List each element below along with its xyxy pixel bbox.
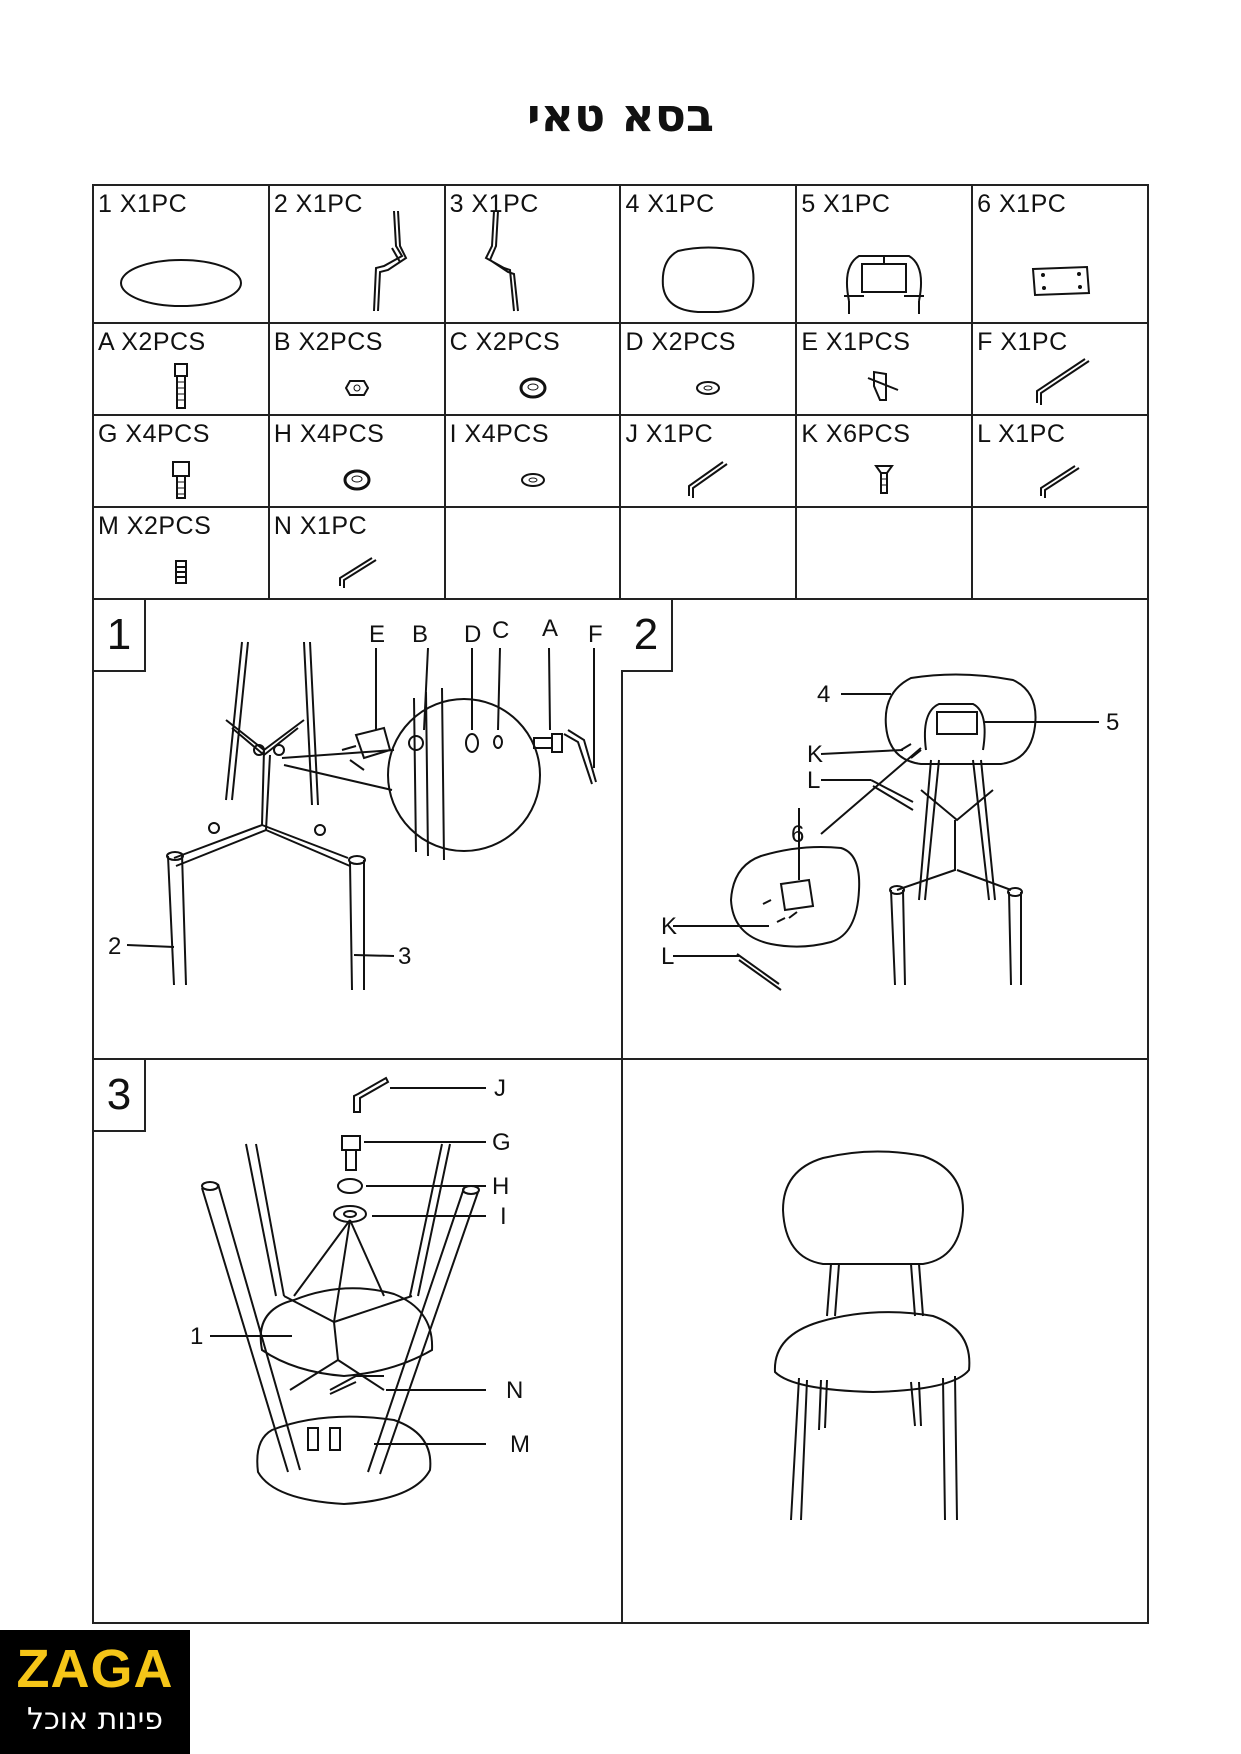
parts-row <box>92 416 1149 508</box>
part-label: D X2PCS <box>625 328 736 356</box>
part-label: 6 X1PC <box>977 190 1067 218</box>
callout-3: 3 <box>398 943 412 970</box>
part-label: C X2PCS <box>449 328 561 356</box>
parts-row <box>92 324 1149 416</box>
part-cell <box>94 324 270 416</box>
part-label: K X6PCS <box>801 420 911 448</box>
assembly-steps <box>92 600 1149 1624</box>
callout-J: J <box>494 1075 506 1102</box>
spring-washer-icon <box>342 468 372 492</box>
part-label: 1 X1PC <box>98 190 188 218</box>
part-label: 4 X1PC <box>625 190 715 218</box>
part-cell <box>621 508 797 600</box>
part-cell <box>621 416 797 508</box>
parts-row <box>92 508 1149 600</box>
washer-icon <box>693 378 723 398</box>
plate-icon <box>1025 261 1095 301</box>
step-3-diagram <box>94 1060 621 1622</box>
callout-A: A <box>542 615 559 642</box>
part-label: L X1PC <box>977 420 1066 448</box>
part-cell <box>446 416 622 508</box>
part-cell <box>270 324 446 416</box>
step-2-panel <box>621 600 1147 1058</box>
bolt-icon <box>170 460 192 500</box>
washer-icon <box>518 470 548 490</box>
step-1-panel <box>94 600 621 1058</box>
part-cell <box>797 324 973 416</box>
callout-6: 6 <box>791 821 805 848</box>
parts-table <box>92 184 1149 600</box>
callout-G: G <box>492 1129 511 1156</box>
callout-1: 1 <box>190 1323 204 1350</box>
part-cell <box>270 184 446 324</box>
spring-washer-icon <box>518 376 548 400</box>
callout-K: K <box>807 741 824 768</box>
allen-key-icon <box>683 460 733 500</box>
leg-frame-icon <box>476 206 526 316</box>
part-cell <box>621 184 797 324</box>
page-title: בסא טאי <box>526 88 715 142</box>
part-label: M X2PCS <box>98 512 212 540</box>
part-label: J X1PC <box>625 420 714 448</box>
nut-icon <box>345 378 369 398</box>
part-cell <box>973 508 1149 600</box>
part-cell <box>797 416 973 508</box>
part-cell <box>270 416 446 508</box>
step-3-panel <box>94 1060 621 1622</box>
part-cell <box>797 508 973 600</box>
part-cell <box>973 416 1149 508</box>
part-label: 2 X1PC <box>273 190 363 218</box>
callout-E: E <box>369 621 386 648</box>
part-cell <box>973 324 1149 416</box>
part-label: F X1PC <box>977 328 1068 356</box>
callout-M: M <box>510 1431 530 1458</box>
callout-H: H <box>492 1173 510 1200</box>
callout-I: I <box>500 1203 507 1230</box>
finished-chair-panel <box>623 1060 1147 1622</box>
step-number: 2 <box>621 600 673 672</box>
part-label: E X1PCS <box>801 328 911 356</box>
part-label: B X2PCS <box>273 328 383 356</box>
grub-screw-icon <box>173 559 189 585</box>
screw-icon <box>874 463 894 497</box>
part-label: I X4PCS <box>449 420 550 448</box>
part-cell <box>94 508 270 600</box>
part-label: 5 X1PC <box>801 190 891 218</box>
step-number: 3 <box>94 1060 146 1132</box>
part-label: G X4PCS <box>98 420 210 448</box>
part-cell <box>446 324 622 416</box>
part-cell <box>270 508 446 600</box>
logo-tagline: פינות אוכל <box>26 1702 164 1737</box>
part-cell <box>94 184 270 324</box>
backrest-icon <box>658 246 758 316</box>
connector-icon <box>866 368 902 404</box>
callout-4: 4 <box>817 681 831 708</box>
part-label: A X2PCS <box>98 328 206 356</box>
part-cell <box>446 508 622 600</box>
zaga-logo <box>0 1630 190 1754</box>
part-label: 3 X1PC <box>449 190 539 218</box>
step-number: 1 <box>94 600 146 672</box>
callout-B: B <box>412 621 429 648</box>
part-cell <box>973 184 1149 324</box>
part-label: N X1PC <box>273 512 368 540</box>
oval-seat-icon <box>116 251 246 311</box>
callout-5: 5 <box>1106 709 1120 736</box>
part-cell <box>94 416 270 508</box>
part-cell <box>446 184 622 324</box>
callout-2: 2 <box>108 933 122 960</box>
callout-N: N <box>506 1377 524 1404</box>
part-cell <box>797 184 973 324</box>
allen-key-icon <box>1035 460 1085 500</box>
part-cell <box>621 324 797 416</box>
callout-D: D <box>464 621 482 648</box>
allen-key-icon <box>1025 357 1095 407</box>
callout-C: C <box>492 617 510 644</box>
step-2-diagram <box>621 600 1147 1058</box>
leg-frame-icon <box>364 206 414 316</box>
logo-brand: ZAGA <box>16 1639 174 1699</box>
callout-F: F <box>588 621 603 648</box>
step-1-diagram <box>94 600 621 1058</box>
bolt-icon <box>171 362 191 410</box>
back-bracket-icon <box>834 246 934 316</box>
allen-key-icon <box>332 554 382 590</box>
part-label: H X4PCS <box>273 420 385 448</box>
parts-row <box>92 184 1149 324</box>
callout-L: L <box>807 767 821 794</box>
finished-chair-illustration <box>623 1060 1147 1622</box>
callout-K: K <box>661 913 678 940</box>
callout-L: L <box>661 943 675 970</box>
